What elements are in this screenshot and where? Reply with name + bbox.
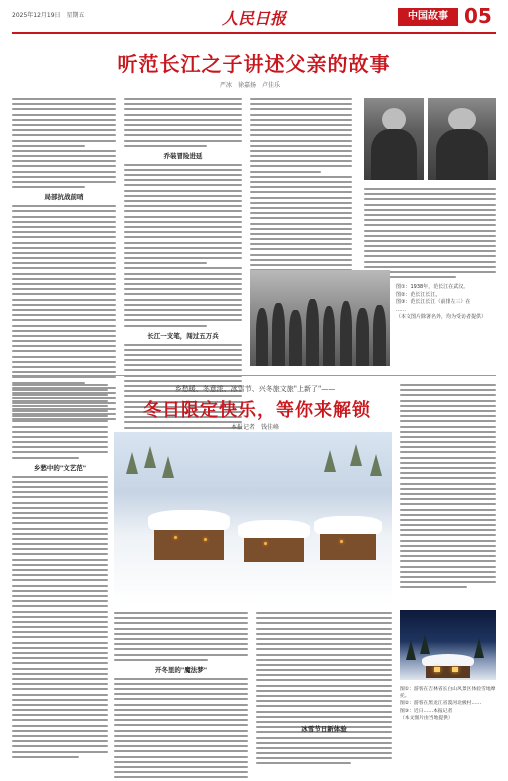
page-number: 05	[464, 4, 492, 28]
story2-kicker: 乡愁暖、冬意浓、冰雪节、兴冬旅文旅"上新了"——	[174, 385, 336, 393]
story2-photo-notes: 图①：游客在吉林省长白山风景区体验雪地摩托。 图②：游客在黑龙江省漠河北极村…… 图③：近日……本报记者 （本文图片由当地提供）	[400, 687, 496, 721]
story1-subhead-1: 局部抗战前哨	[44, 193, 84, 202]
section-divider	[12, 375, 496, 376]
masthead	[12, 4, 496, 38]
story2-byline: 本报记者 钱佳峰	[230, 424, 279, 431]
story2-photo-night-cabins	[400, 610, 496, 680]
story1-headline: 听范长江之子讲述父亲的故事	[117, 52, 391, 76]
story1-column-4	[364, 188, 496, 281]
story2-subhead-3: 冰雪节日新体验	[301, 725, 347, 733]
section-label: 中国故事	[398, 8, 458, 26]
story2-subhead-2: 开冬里的"魔法梦"	[154, 665, 208, 674]
story1-caption: 图①：1938年，范长江在武汉。 图②：范长江长江。 图③：范长江长江（前排左三）在 …… （本文图片除署名外，均为受访者提供）	[396, 284, 487, 320]
story1-photo-portrait-2	[428, 98, 496, 180]
story1-subhead-2: 乔装冒险进延	[163, 151, 203, 160]
issue-date: 2025年12月19日 星期五	[12, 12, 85, 19]
story1-photo-group	[250, 270, 390, 366]
story1-column-2	[124, 98, 242, 432]
story1-photo-portrait	[364, 98, 424, 180]
story2-column-3	[256, 612, 392, 768]
story1-byline: 严冰 徐嘉扬 卢佳乐	[219, 82, 280, 89]
story2-subhead-1: 乡愁中的"文艺范"	[33, 463, 87, 472]
story1-subhead-3: 长江一支笔，闯过五万兵	[147, 331, 219, 340]
newspaper-logo: 人民日报	[222, 9, 287, 28]
story2-column-4	[400, 384, 496, 592]
story2-column-2	[114, 612, 248, 781]
story2-headline: 冬日限定快乐，等你来解锁	[143, 400, 371, 421]
story2-photo-snow-village	[114, 432, 392, 604]
masthead-rule	[12, 32, 496, 34]
story2-column-1	[12, 384, 108, 761]
